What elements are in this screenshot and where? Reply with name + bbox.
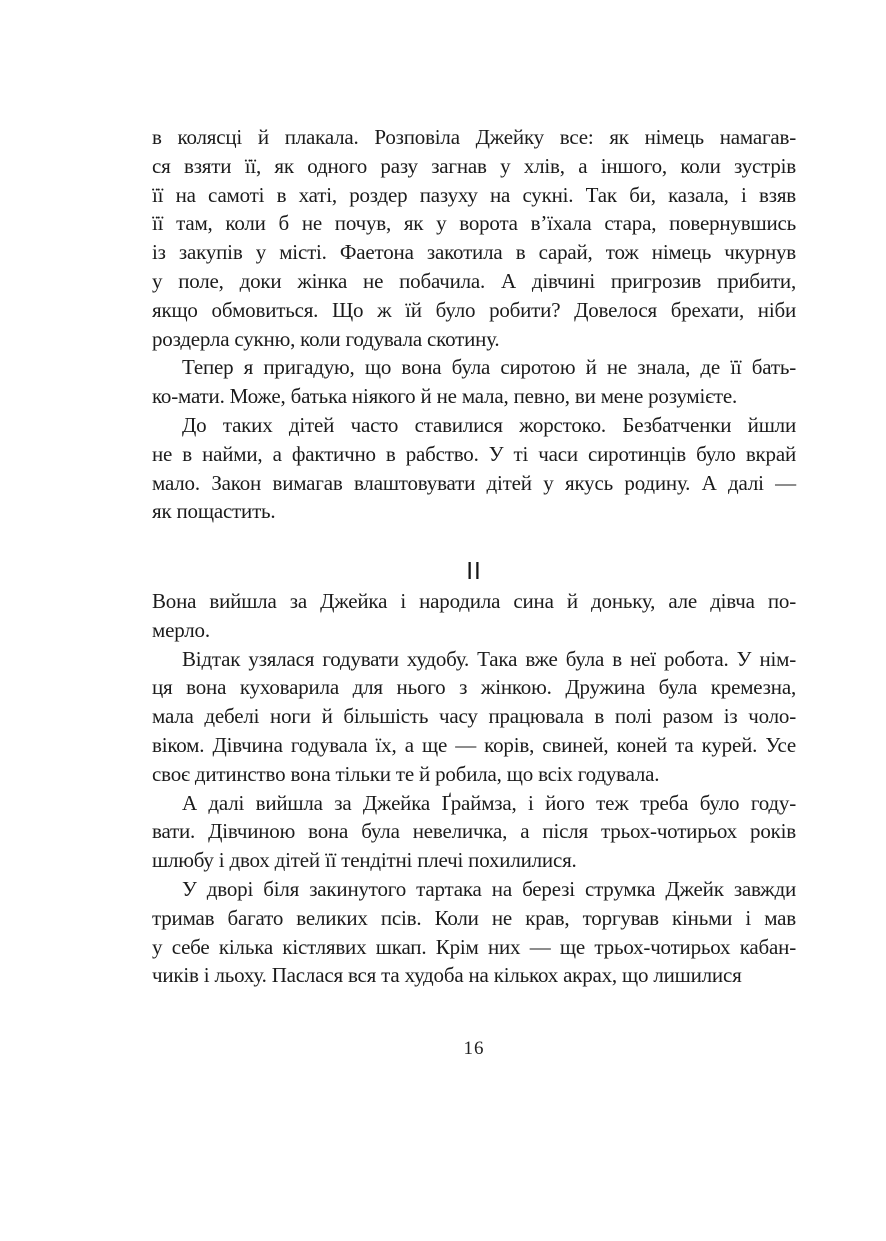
text-line: у себе кілька кістлявих шкап. Крім них — ще трьох-чотирьох кабан- xyxy=(152,934,796,959)
text-line: своє дитинство вона тільки те й робила, що всіх годувала. xyxy=(152,761,660,786)
text-line: як пощастить. xyxy=(152,499,276,524)
body-text xyxy=(152,123,796,990)
text-line: А далі вийшла за Джейка Ґраймза, і його теж треба було году- xyxy=(182,790,796,815)
paragraph xyxy=(152,587,796,645)
text-line: не в найми, а фактично в рабство. У ті часи сиротинців було вкрай xyxy=(152,441,796,466)
paragraph xyxy=(152,123,796,353)
text-line: у поле, доки жінка не побачила. А дівчині пригрозив прибити, xyxy=(152,268,796,293)
paragraph xyxy=(152,789,796,875)
paragraph xyxy=(152,645,796,789)
text-line: якщо обмовиться. Що ж їй було робити? Довелося брехати, ніби xyxy=(152,297,796,322)
text-line: мерло. xyxy=(152,617,210,642)
paragraph xyxy=(152,353,796,411)
page-text-block xyxy=(152,123,796,1060)
text-line: ця вона куховарила для нього з жінкою. Дружина була кремезна, xyxy=(152,675,796,700)
text-line: її на самоті в хаті, роздер пазуху на сукні. Так би, казала, і взяв xyxy=(152,182,796,207)
text-line: в колясці й плакала. Розповіла Джейку все: як німець намагав- xyxy=(152,125,796,149)
text-line: мала дебелі ноги й більшість часу працювала в полі разом із чоло- xyxy=(152,704,796,729)
text-line: роздерла сукню, коли годувала скотину. xyxy=(152,326,500,351)
text-line: ся взяти її, як одного разу загнав у хлів, а іншого, коли зустрів xyxy=(152,153,796,178)
text-line: вати. Дівчиною вона була невеличка, а після трьох-чотирьох років xyxy=(152,819,796,844)
page-number: 16 xyxy=(463,1038,485,1060)
paragraph xyxy=(152,875,796,990)
text-line: чиків і льоху. Паслася вся та худоба на кількох акрах, що лишилися xyxy=(152,963,742,988)
text-line: віком. Дівчина годувала їх, а ще — корів, свиней, коней та курей. Усе xyxy=(152,732,796,757)
text-line: Вона вийшла за Джейка і народила сина й доньку, але дівча по- xyxy=(152,588,796,613)
text-line: тримав багато великих псів. Коли не крав, торгував кіньми і мав xyxy=(152,905,796,930)
text-line: До таких дітей часто ставилися жорстоко. Безбатченки йшли xyxy=(182,412,796,437)
text-line: мало. Закон вимагав влаштовувати дітей у якусь родину. А далі — xyxy=(152,470,796,495)
text-line: шлюбу і двох дітей її тендітні плечі похилилися. xyxy=(152,848,577,873)
text-line: Відтак узялася годувати худобу. Така вже була в неї робота. У нім- xyxy=(182,646,796,671)
text-line: Тепер я пригадую, що вона була сиротою й не знала, де її бать- xyxy=(182,355,796,380)
section-heading: II xyxy=(466,559,482,586)
text-line: із закупів у місті. Фаетона закотила в сарай, тож німець чкурнув xyxy=(152,240,796,265)
text-line: ко-мати. Може, батька ніякого й не мала, певно, ви мене розумієте. xyxy=(152,384,738,409)
text-line: її там, коли б не почув, як у ворота вʼїхала стара, повернувшись xyxy=(152,211,796,236)
text-line: У дворі біля закинутого тартака на березі струмка Джейк завжди xyxy=(182,876,796,901)
paragraph xyxy=(152,411,796,526)
